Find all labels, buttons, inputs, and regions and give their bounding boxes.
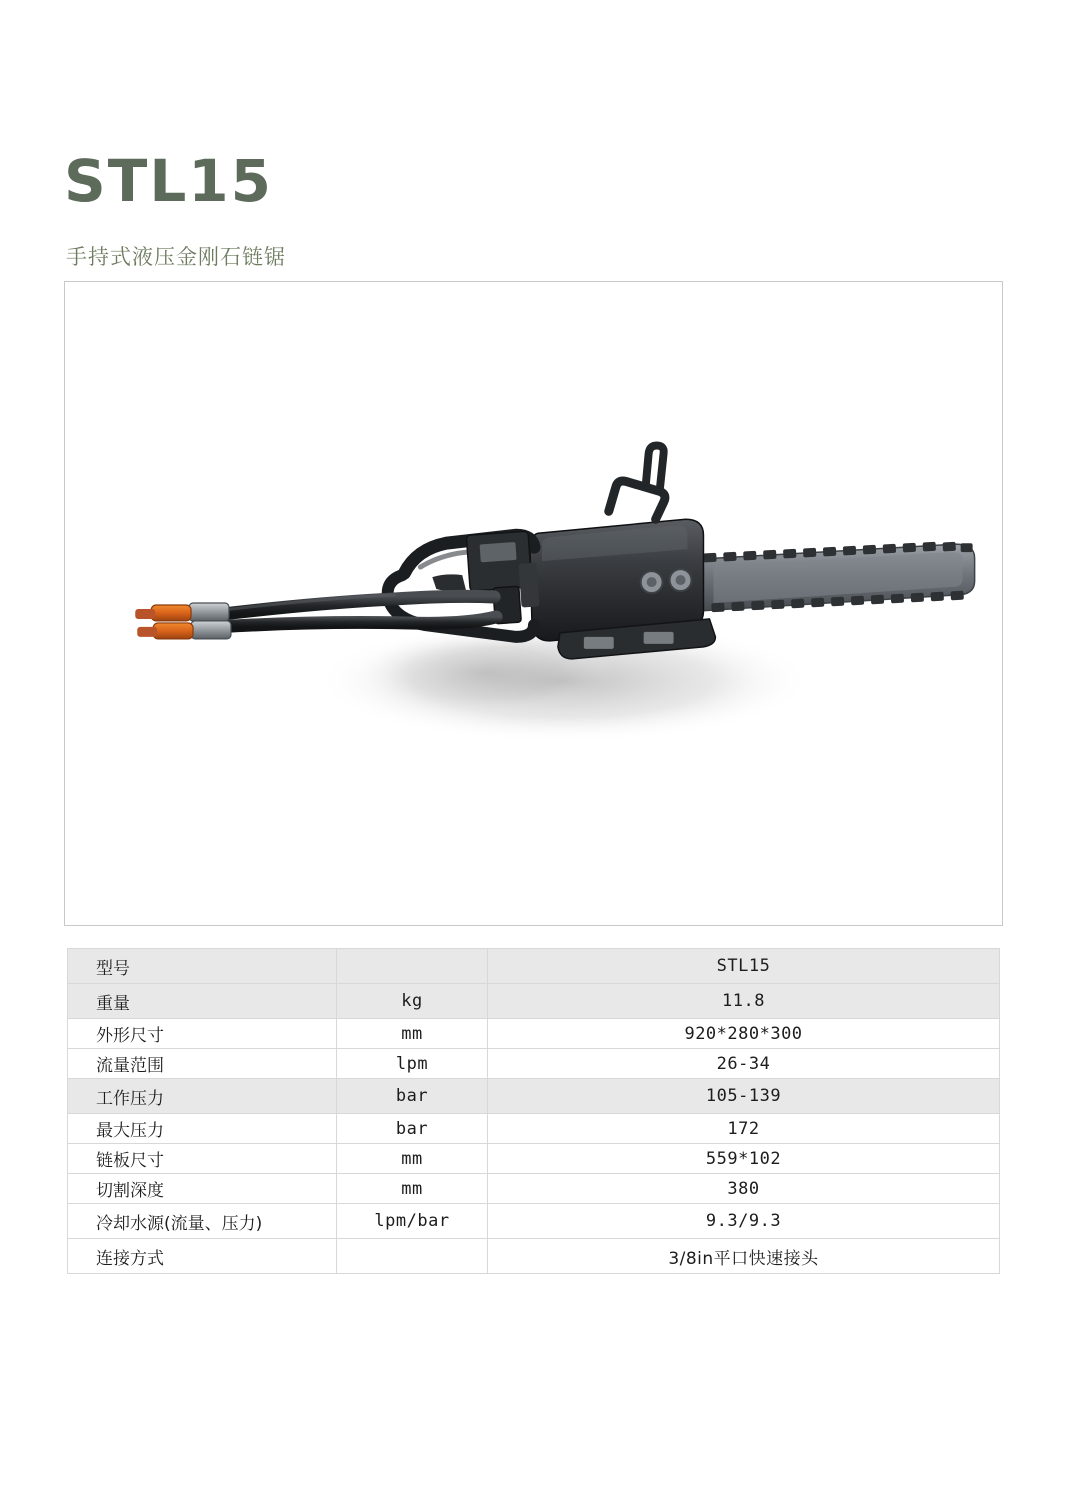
- spec-unit: mm: [337, 1144, 488, 1174]
- spec-name: 链板尺寸: [68, 1144, 337, 1174]
- table-row: [68, 1144, 1000, 1174]
- table-row: [68, 1174, 1000, 1204]
- table-row: [68, 1079, 1000, 1114]
- table-row: [68, 1204, 1000, 1239]
- spec-name: 外形尺寸: [68, 1019, 337, 1049]
- spec-name: 冷却水源(流量、压力): [68, 1204, 337, 1239]
- specification-table: [67, 948, 1000, 1274]
- spec-name: 连接方式: [68, 1239, 337, 1274]
- spec-unit: mm: [337, 1174, 488, 1204]
- spec-value: 105-139: [488, 1079, 1000, 1114]
- hydraulic-hoses: [215, 595, 496, 627]
- spec-table-body: [68, 949, 1000, 1274]
- table-row: [68, 949, 1000, 984]
- spec-value: 172: [488, 1114, 1000, 1144]
- spec-value: STL15: [488, 949, 1000, 984]
- spec-unit: bar: [337, 1114, 488, 1144]
- spec-unit: lpm/bar: [337, 1204, 488, 1239]
- table-row: [68, 1114, 1000, 1144]
- table-row: [68, 1239, 1000, 1274]
- spec-value: 920*280*300: [488, 1019, 1000, 1049]
- spec-value: 559*102: [488, 1144, 1000, 1174]
- product-photo: [65, 282, 1002, 925]
- spec-name: 切割深度: [68, 1174, 337, 1204]
- spec-name: 最大压力: [68, 1114, 337, 1144]
- table-row: [68, 1019, 1000, 1049]
- top-hook: [609, 445, 665, 519]
- spec-name: 型号: [68, 949, 337, 984]
- spec-unit: mm: [337, 1019, 488, 1049]
- spec-unit: [337, 949, 488, 984]
- page-title: STL15: [64, 147, 274, 215]
- spec-name: 重量: [68, 984, 337, 1019]
- product-image-frame: [64, 281, 1003, 926]
- spec-name: 工作压力: [68, 1079, 337, 1114]
- spec-unit: kg: [337, 984, 488, 1019]
- quick-couplers: [135, 603, 231, 639]
- spec-value: 26-34: [488, 1049, 1000, 1079]
- spec-unit: [337, 1239, 488, 1274]
- spec-unit: bar: [337, 1079, 488, 1114]
- spec-unit: lpm: [337, 1049, 488, 1079]
- spec-value: 380: [488, 1174, 1000, 1204]
- spec-value: 3/8in平口快速接头: [488, 1239, 1000, 1274]
- spec-value: 11.8: [488, 984, 1000, 1019]
- table-row: [68, 984, 1000, 1019]
- table-row: [68, 1049, 1000, 1079]
- valve-block: [466, 531, 539, 624]
- spec-value: 9.3/9.3: [488, 1204, 1000, 1239]
- page-subtitle: 手持式液压金刚石链锯: [66, 245, 286, 269]
- spec-name: 流量范围: [68, 1049, 337, 1079]
